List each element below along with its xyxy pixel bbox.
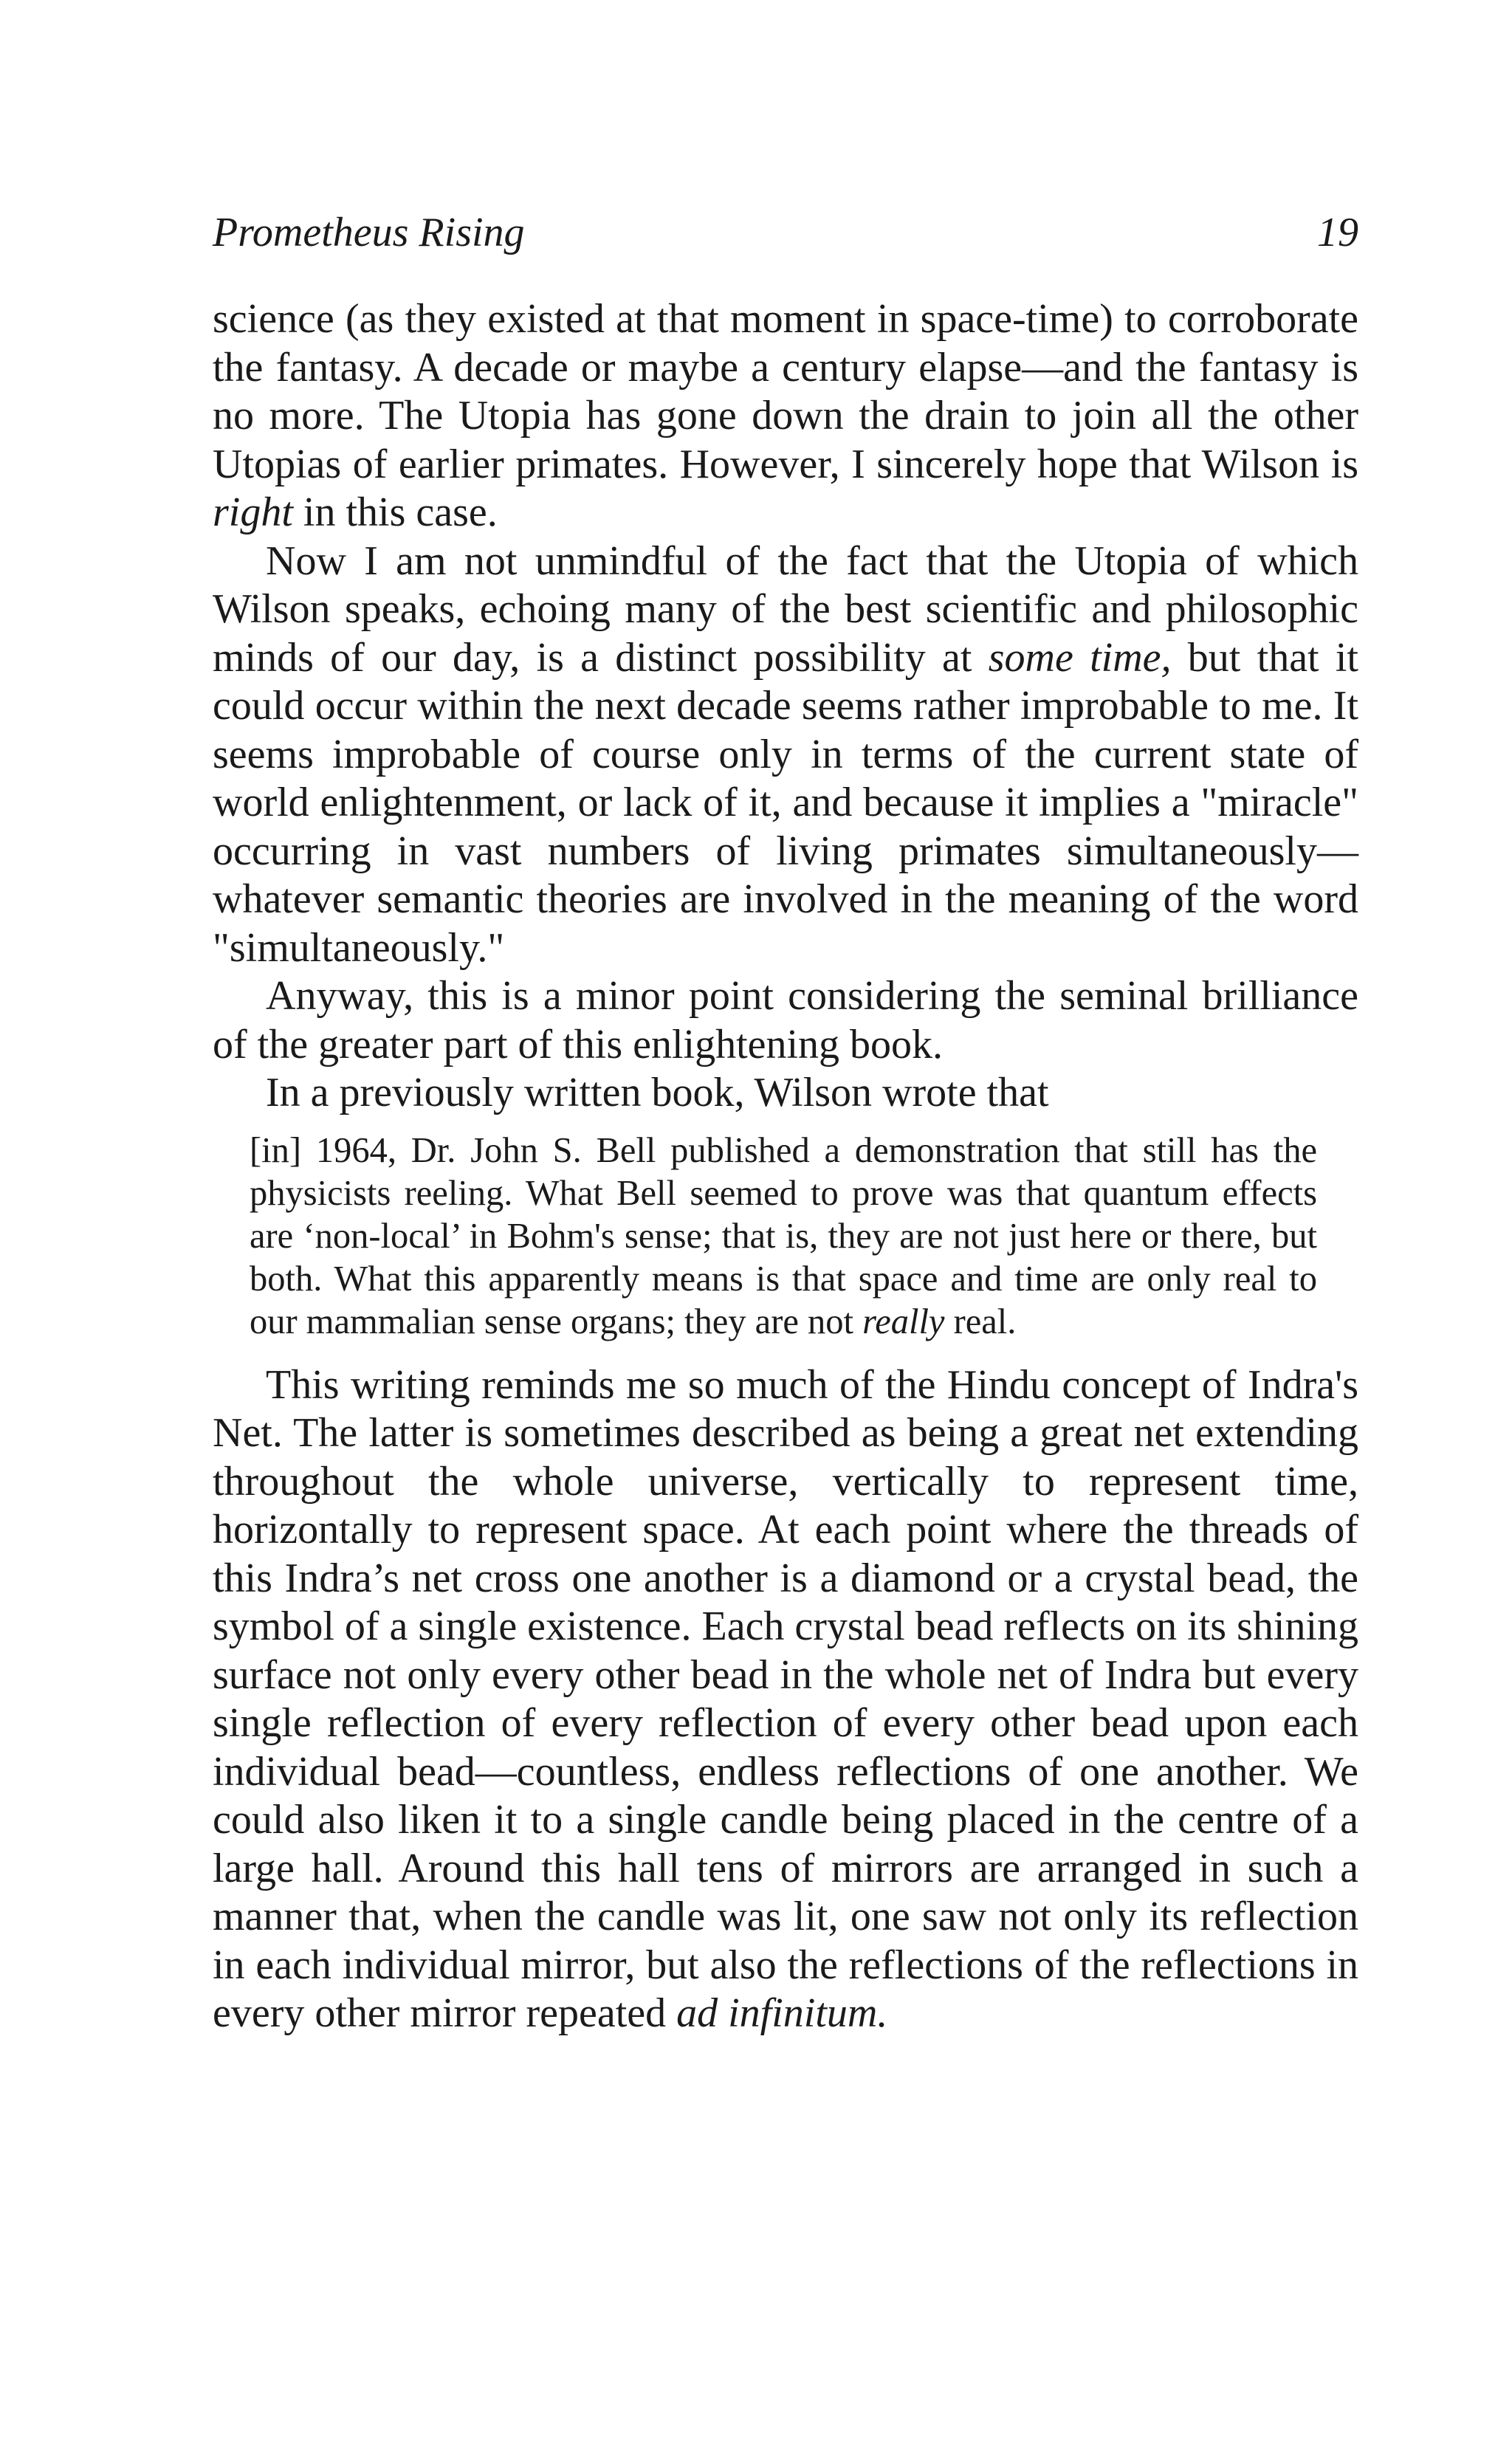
paragraph-3: Anyway, this is a minor point considering the seminal brilliance of the greater part of this enlightening book. [213, 973, 1358, 1067]
running-head [213, 199, 1358, 266]
page-number: 19 [1317, 210, 1358, 255]
quote-text: [in] 1964, Dr. John S. Bell published a demonstration that still has the physicists reeling. What Bell seemed to prove was that quantum effects are ‘non-local’ in Bohm's sense; that is, they are not just here or there, but both. What this apparently means is that space and time are only real to our mammalian sense organs; they are not [250, 1130, 1317, 1341]
body-text [213, 295, 1358, 2038]
paragraph-2-text: Now I am not unmindful of the fact that the Utopia of which Wilson speaks, echoing many of the best scientific and philosophic minds of our day, is a distinct possibility at [213, 537, 1358, 681]
paragraph-1-emphasis: right [213, 489, 293, 535]
paragraph-2 [213, 537, 1358, 973]
paragraph-5-text: This writing reminds me so much of the Hindu concept of Indra's Net. The latter is sometimes described as being a great net extending throughout the whole universe, vertically to represent time, horizontally to represent space. At each point where the threads of this Indra’s net cross one another is a diamond or a crystal bead, the symbol of a single existence. Each crystal bead reflects on its shining surface not only every other bead in the whole net of Indra but every single reflection of every reflection of every other bead upon each individual bead—countless, endless reflections of one another. We could also liken it to a single candle being placed in the centre of a large hall. Around this hall tens of mirrors are arranged in such a manner that, when the candle was lit, one saw not only its reflection in each individual mirror, but also the reflections of the reflections in every other mirror repeated [213, 1361, 1359, 2036]
block-quote-text [250, 1130, 1317, 1344]
paragraph-2-emphasis: some time, [988, 634, 1172, 681]
block-quote [250, 1130, 1317, 1344]
paragraph-2-end: but that it could occur within the next decade seems rather improbable to me. It seems improbable of course only in terms of the current state of world enlightenment, or lack of it, and because it implies a "miracle" occurring in vast numbers of living primates simultaneously—whatever semantic theories are involved in the meaning of the word "simultaneously." [213, 634, 1358, 971]
paragraph-1-text: science (as they existed at that moment in space-time) to corroborate the fantasy. A decade or maybe a century elapse—and the fantasy is no more. The Utopia has gone down the drain to join all the other Utopias of earlier primates. However, I sincerely hope that Wilson is [213, 296, 1358, 487]
quote-end: real. [944, 1302, 1017, 1341]
paragraph-1 [213, 295, 1358, 537]
paragraph-1-end: in this case. [292, 489, 498, 535]
paragraph-5-emphasis: ad infinitum. [676, 1990, 888, 2036]
paragraph-4: In a previously written book, Wilson wrote that [266, 1070, 1049, 1115]
paragraph-5 [213, 1361, 1358, 2038]
running-title: Prometheus Rising [213, 210, 525, 255]
book-page [213, 199, 1358, 2038]
quote-emphasis: really [862, 1302, 945, 1341]
